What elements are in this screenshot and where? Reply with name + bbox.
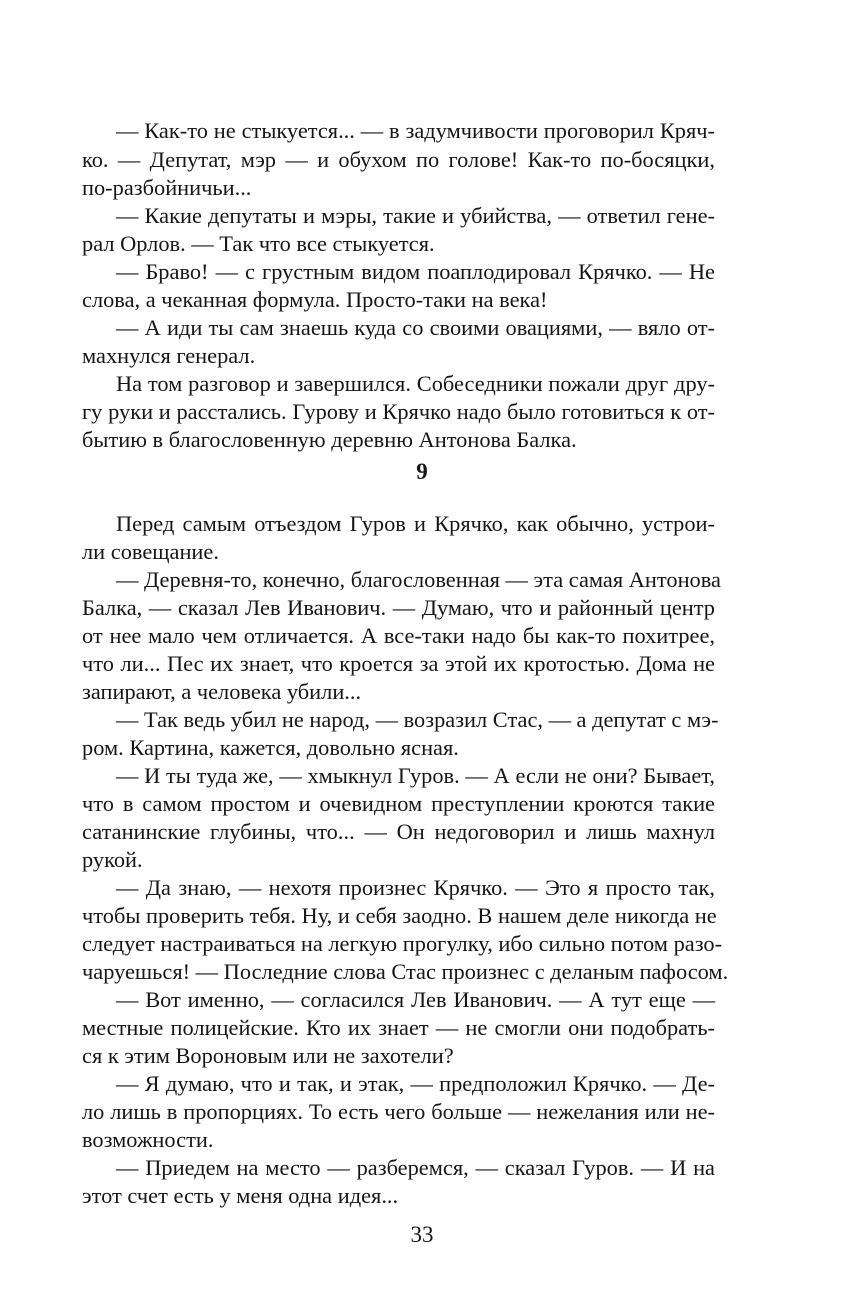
paragraph-line: возможности. [82, 1127, 214, 1152]
paragraph-line: — И ты туда же, — хмыкнул Гуров. — А если не они? Бывает, [116, 763, 715, 788]
paragraph-line: — Да знаю, — нехотя произнес Крячко. — Это я просто так, [116, 875, 715, 900]
paragraph-line: гу руки и расстались. Гурову и Крячко надо было готовиться к от- [82, 399, 715, 424]
paragraph-line: ло лишь в пропорциях. То есть чего больше — нежелания или не- [82, 1099, 715, 1124]
paragraph-line: ко. — Депутат, мэр — и обухом по голове! Как-то по-босяцки, [82, 147, 715, 172]
page-number: 33 [410, 1222, 434, 1247]
paragraph-line: рал Орлов. — Так что все стыкуется. [82, 231, 435, 256]
paragraph-line: следует настраиваться на легкую прогулку, ибо сильно потом разо- [82, 931, 723, 956]
paragraph-line: — Деревня-то, конечно, благословенная — эта самая Антонова [116, 567, 721, 592]
paragraph-line: этот счет есть у меня одна идея... [82, 1183, 399, 1208]
paragraph-line: запирают, а человека убили... [82, 679, 362, 704]
paragraph-line: от нее мало чем отличается. А все-таки надо бы как-то похитрее, [82, 623, 715, 648]
paragraph-line: ли совещание. [82, 539, 219, 564]
chapter-number: 9 [416, 459, 428, 484]
paragraph-line: — Как-то не стыкуется... — в задумчивости проговорил Кряч- [116, 118, 715, 143]
paragraph-line: Перед самым отъездом Гуров и Крячко, как обычно, устрои- [116, 511, 715, 536]
paragraph-line: ся к этим Вороновым или не захотели? [82, 1043, 454, 1068]
paragraph-line: — А иди ты сам знаешь куда со своими овациями, — вяло от- [116, 315, 715, 340]
paragraph-line: — Браво! — с грустным видом поаплодировал Крячко. — Не [116, 259, 715, 284]
paragraph-line: ром. Картина, кажется, довольно ясная. [82, 735, 459, 760]
paragraph-line: — Я думаю, что и так, и этак, — предположил Крячко. — Де- [116, 1071, 715, 1096]
paragraph-line: слова, а чеканная формула. Просто-таки на века! [82, 287, 548, 312]
paragraph-line: На том разговор и завершился. Собеседники пожали друг дру- [116, 371, 715, 396]
paragraph-line: бытию в благословенную деревню Антонова Балка. [82, 427, 577, 452]
paragraph-line: — Приедем на место — разберемся, — сказал Гуров. — И на [116, 1155, 715, 1180]
paragraph-line: сатанинские глубины, что... — Он недоговорил и лишь махнул [82, 819, 715, 844]
paragraph-line: махнулся генерал. [82, 343, 256, 368]
paragraph-line: рукой. [82, 847, 143, 872]
paragraph-line: чтобы проверить тебя. Ну, и себя заодно. В нашем деле никогда не [82, 903, 717, 928]
paragraph-line: чаруешься! — Последние слова Стас произнес с деланым пафосом. [82, 959, 729, 984]
paragraph-line: что в самом простом и очевидном преступлении кроются такие [82, 791, 715, 816]
paragraph-line: что ли... Пес их знает, что кроется за этой их кротостью. Дома не [82, 651, 715, 676]
paragraph-line: местные полицейские. Кто их знает — не смогли они подобрать- [82, 1015, 715, 1040]
paragraph-line: — Так ведь убил не народ, — возразил Стас, — а депутат с мэ- [116, 707, 719, 732]
paragraph-line: Балка, — сказал Лев Иванович. — Думаю, что и районный центр [82, 595, 715, 620]
paragraph-line: — Какие депутаты и мэры, такие и убийства, — ответил гене- [116, 203, 715, 228]
paragraph-line: — Вот именно, — согласился Лев Иванович. — А тут еще — [116, 987, 715, 1012]
paragraph-line: по-разбойничьи... [82, 175, 252, 200]
